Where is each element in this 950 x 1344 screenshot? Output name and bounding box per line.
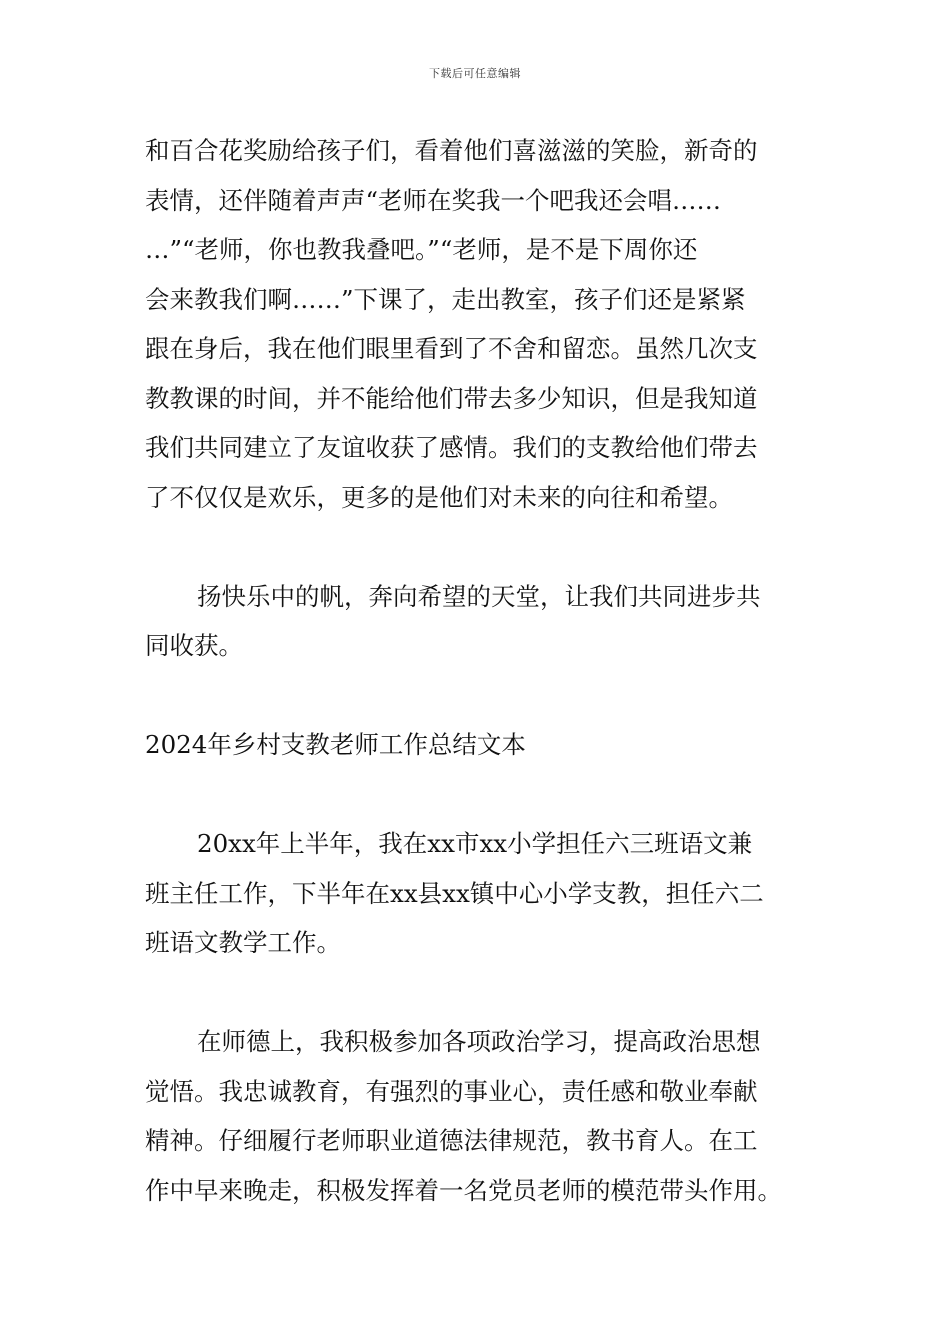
- text-line: 班语文教学工作。: [145, 928, 341, 957]
- text-line: 我们共同建立了友谊收获了感情。我们的支教给他们带去: [145, 433, 758, 462]
- document-body: [145, 126, 810, 1215]
- text-line: 20xx年上半年，我在xx市xx小学担任六三班语文兼: [197, 829, 753, 858]
- text-line: 和百合花奖励给孩子们，看着他们喜滋滋的笑脸，新奇的: [145, 136, 758, 165]
- paragraph-spacer: [145, 770, 810, 820]
- page-header: 下载后可任意编辑: [429, 67, 521, 80]
- text-line: …”“老师，你也教我叠吧。”“老师，是不是下周你还: [145, 235, 698, 264]
- text-line: 了不仅仅是欢乐，更多的是他们对未来的向往和希望。: [145, 482, 733, 512]
- text-line: 表情，还伴随着声声“老师在奖我一个吧我还会唱……: [145, 185, 722, 215]
- paragraph-2: [145, 572, 810, 671]
- paragraph-1: [145, 126, 810, 522]
- text-line: 觉悟。我忠诚教育，有强烈的事业心，责任感和敬业奉献: [145, 1076, 758, 1106]
- heading-line: 2024年乡村支教老师工作总结文本: [145, 730, 526, 759]
- text-line: 同收获。: [145, 631, 243, 660]
- paragraph-spacer: [145, 522, 810, 572]
- text-line: 班主任工作，下半年在xx县xx镇中心小学支教，担任六二: [145, 878, 764, 908]
- paragraph-spacer: [145, 968, 810, 1018]
- section-heading: [145, 720, 810, 770]
- text-line: 扬快乐中的帆，奔向希望的天堂，让我们共同进步共: [197, 581, 761, 611]
- text-line: 教教课的时间，并不能给他们带去多少知识，但是我知道: [145, 383, 758, 413]
- text-line: 作中早来晚走，积极发挥着一名党员老师的模范带头作用。: [145, 1175, 782, 1205]
- text-line: 在师德上，我积极参加各项政治学习，提高政治思想: [197, 1027, 761, 1056]
- text-line: 跟在身后，我在他们眼里看到了不舍和留恋。虽然几次支: [145, 334, 758, 363]
- text-line: 精神。仔细履行老师职业道德法律规范，教书育人。在工: [145, 1126, 758, 1155]
- paragraph-4: [145, 1017, 810, 1215]
- text-line: 会来教我们啊……”下课了，走出教室，孩子们还是紧紧: [145, 284, 746, 314]
- paragraph-3: [145, 819, 810, 968]
- paragraph-spacer: [145, 671, 810, 721]
